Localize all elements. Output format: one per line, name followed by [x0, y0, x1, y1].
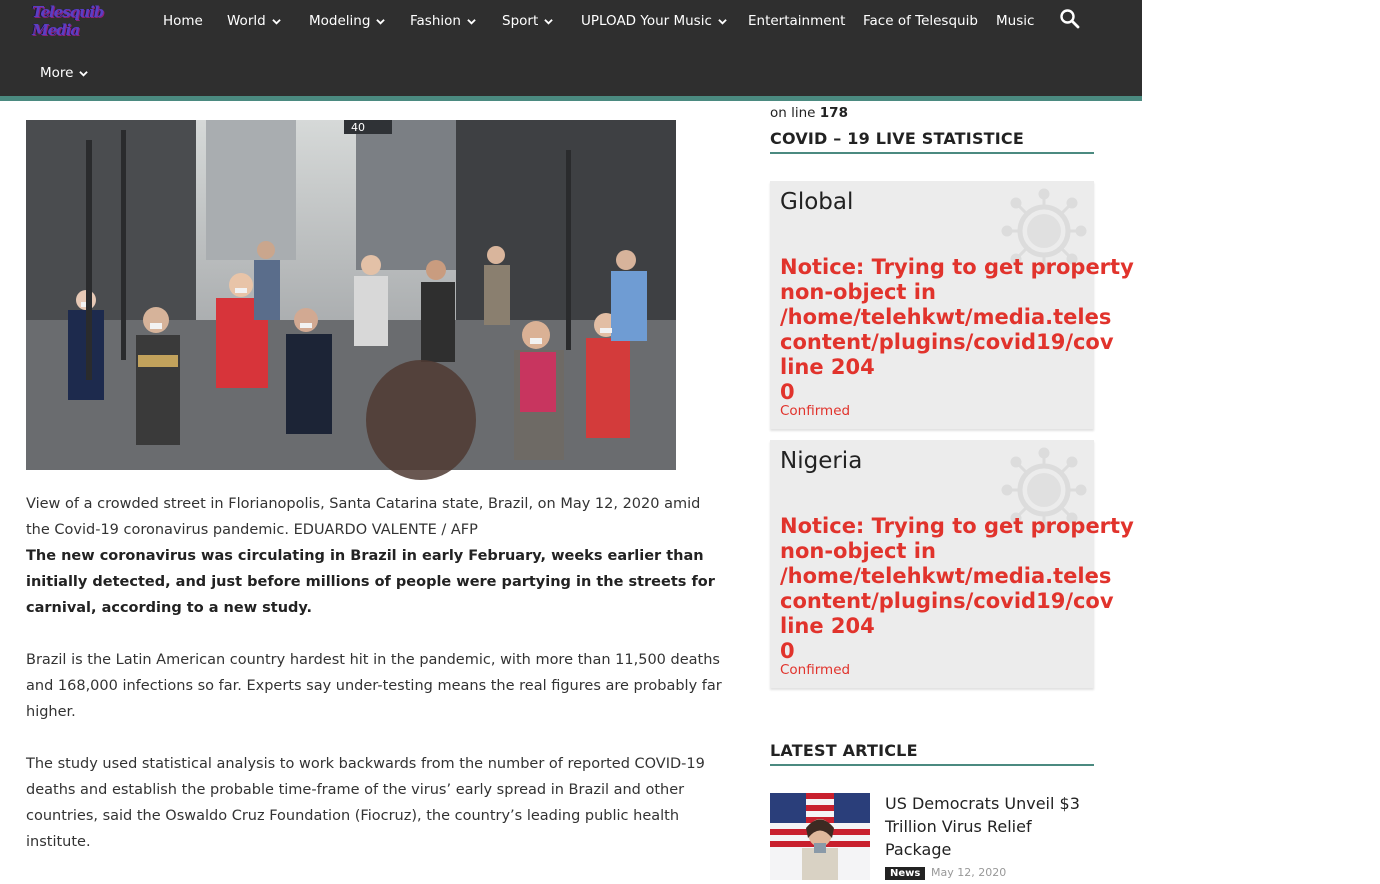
covid-card-global: [770, 181, 1134, 429]
nav-more[interactable]: [40, 63, 88, 83]
chevron-down-icon: [272, 17, 281, 26]
nav-sport-label: Sport: [502, 13, 539, 29]
logo-text: Telesquib Media: [32, 3, 104, 39]
online-count: 178: [819, 105, 848, 121]
nav-upload-music-label: UPLOAD Your Music: [581, 13, 712, 29]
error-notice: Notice: Trying to get property non-object in /home/telehkwt/media.teles content/plugins/covid19/cov line 204: [780, 514, 1134, 638]
nav-entertainment[interactable]: [748, 11, 845, 31]
nav-fashion-label: Fashion: [410, 13, 461, 29]
latest-article-headline[interactable]: US Democrats Unveil $3 Trillion Virus Relief Package: [885, 794, 1080, 859]
nav-fashion[interactable]: [410, 11, 476, 31]
latest-article-thumbnail[interactable]: [770, 793, 870, 880]
chevron-down-icon: [718, 17, 727, 26]
nav-sport[interactable]: [502, 11, 553, 31]
confirmed-count: 0: [780, 380, 795, 404]
online-counter: [770, 105, 848, 121]
nav-entertainment-label: Entertainment: [748, 13, 846, 29]
image-caption: View of a crowded street in Florianopolis, Santa Catarina state, Brazil, on May 12, 2020 amid the Covid-19 coronavirus pandemic. EDUARDO VALENTE / AFP: [26, 496, 701, 538]
nav-modeling-label: Modeling: [309, 13, 371, 29]
card-region: Nigeria: [780, 448, 863, 474]
nav-home-label: Home: [163, 13, 203, 29]
header-accent-divider: [0, 96, 1142, 101]
confirmed-label: Confirmed: [780, 403, 851, 419]
nav-face-of-telesquib-label: Face of Telesquib: [863, 13, 978, 29]
chevron-down-icon: [79, 69, 88, 78]
chevron-down-icon: [376, 17, 385, 26]
article-hero-image: [26, 120, 676, 470]
nav-upload-music[interactable]: [581, 11, 727, 31]
confirmed-label: Confirmed: [780, 662, 851, 678]
chevron-down-icon: [467, 17, 476, 26]
chevron-down-icon: [544, 17, 553, 26]
top-navigation-bar: [0, 0, 1142, 96]
online-label: on line: [770, 105, 816, 121]
latest-article-date: May 12, 2020: [931, 866, 1007, 879]
nav-more-label: More: [40, 65, 74, 81]
article-paragraph: Brazil is the Latin American country hardest hit in the pandemic, with more than 11,500 deaths and 168,000 infections so far. Experts say under-testing means the real figures are probably far higher.: [26, 652, 722, 720]
nav-world-label: World: [227, 13, 266, 29]
nav-face-of-telesquib[interactable]: [863, 11, 978, 31]
svg-text:40: 40: [351, 121, 365, 134]
confirmed-count: 0: [780, 639, 795, 663]
nav-music-label: Music: [996, 13, 1035, 29]
covid-card-nigeria: [770, 440, 1134, 688]
error-notice: Notice: Trying to get property non-object in /home/telehkwt/media.teles content/plugins/covid19/cov line 204: [780, 255, 1134, 379]
article-lead: The new coronavirus was circulating in Brazil in early February, weeks earlier than initially detected, and just before millions of people were partying in the streets for carnival, according to a new study.: [26, 548, 715, 616]
nav-world[interactable]: [227, 11, 281, 31]
card-region: Global: [780, 189, 854, 215]
latest-article-title: LATEST ARTICLE: [770, 741, 1094, 766]
site-logo[interactable]: [32, 3, 128, 39]
news-category-badge[interactable]: News: [885, 867, 925, 880]
nav-music[interactable]: [996, 11, 1034, 31]
covid-stats-title: COVID – 19 LIVE STATISTICE: [770, 129, 1094, 154]
nav-modeling[interactable]: [309, 11, 385, 31]
nav-home[interactable]: [163, 11, 203, 31]
article-paragraph: The study used statistical analysis to work backwards from the number of reported COVID-19 deaths and establish the probable time-frame of the virus’ early spread in Brazil and other countries, said the Oswaldo Cruz Foundation (Fiocruz), the country’s leading public health institute.: [26, 756, 705, 850]
search-icon[interactable]: [1059, 8, 1081, 30]
